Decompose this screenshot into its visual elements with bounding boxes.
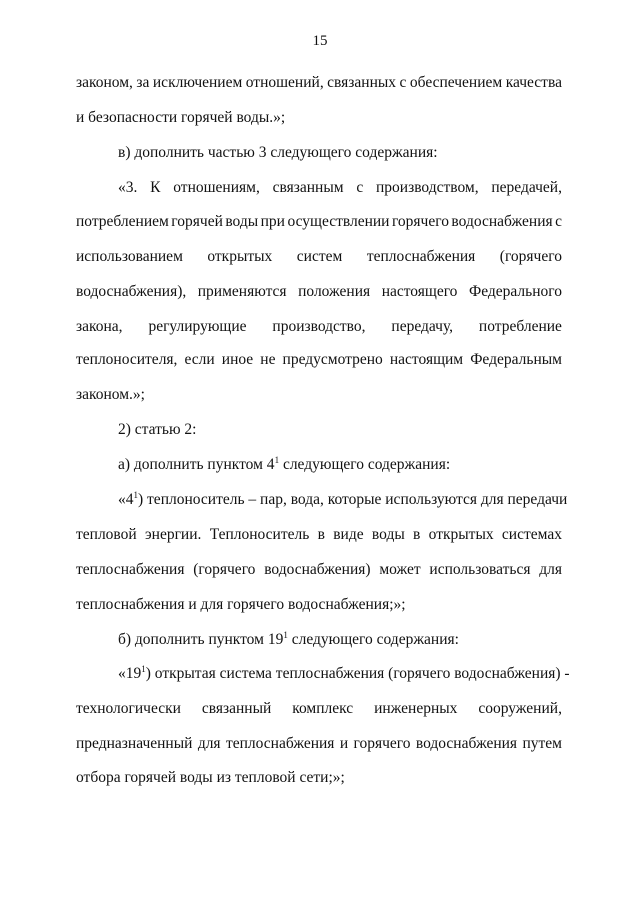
word: Федеральным [470, 351, 562, 368]
line-18-text-tail: ) открытая система теплоснабжения (горячего водоснабжения) - [145, 665, 570, 682]
word: обеспечением [409, 74, 503, 91]
word: водоснабжения [415, 735, 518, 752]
word: в [413, 526, 421, 543]
word: настоящего [381, 283, 458, 300]
page-number: 15 [312, 33, 328, 49]
word: виде [333, 526, 364, 543]
word: К [150, 179, 161, 196]
word: Федерального [468, 283, 562, 300]
word: законом, [76, 74, 133, 91]
word: теплоснабжения [76, 561, 185, 578]
word: предназначенный [76, 735, 193, 752]
word: инженерных [374, 700, 458, 717]
word: системах [501, 526, 562, 543]
word: связанный [201, 700, 272, 717]
text-line-8 [76, 317, 562, 337]
text-line-16: теплоснабжения и для горячего водоснабжения;»; [76, 596, 406, 613]
text-line-13 [118, 490, 568, 510]
word: производство, [272, 318, 366, 335]
text-line-15 [76, 560, 562, 580]
word: и [339, 735, 349, 752]
text-line-18 [118, 664, 570, 684]
line-12-text-tail: следующего содержания: [279, 456, 451, 473]
word: Теплоноситель [209, 526, 310, 543]
word: связанных [327, 74, 397, 91]
word: отношений, [245, 74, 324, 91]
line-18-text: «19 [118, 665, 142, 682]
word: горячего [353, 735, 411, 752]
word: энергии. [145, 526, 202, 543]
word: не [260, 351, 276, 368]
text-line-20 [76, 734, 562, 754]
word: с [555, 213, 562, 230]
text-line-1 [76, 73, 562, 93]
word: для [197, 735, 221, 752]
word: с [356, 179, 364, 196]
word: использоваться [429, 561, 531, 578]
text-line-17 [118, 630, 562, 650]
text-line-3: в) дополнить частью 3 следующего содержания: [118, 144, 438, 161]
text-line-5 [76, 212, 562, 232]
word: может [379, 561, 421, 578]
word: положения [298, 283, 371, 300]
line-13-text-tail: ) теплоноситель – пар, вода, которые используются для передачи [138, 491, 568, 508]
word: водоснабжения [451, 213, 553, 230]
word: (горячего [193, 561, 256, 578]
word: использованием [76, 248, 183, 265]
text-line-11: 2) статью 2: [118, 421, 197, 438]
word: иное [221, 351, 254, 368]
word: воды [225, 213, 259, 230]
word: «3. [118, 179, 138, 196]
word: настоящим [389, 351, 464, 368]
text-line-12 [118, 455, 562, 475]
word: открытых [207, 248, 273, 265]
word: теплоснабжения [225, 735, 335, 752]
word: систем [296, 248, 343, 265]
word: потребление [478, 318, 562, 335]
word: горячего [391, 213, 449, 230]
text-line-10: законом.»; [76, 386, 145, 403]
text-line-6 [76, 247, 562, 267]
word: за [136, 74, 150, 91]
word: водоснабжения) [264, 561, 371, 578]
line-12-text: а) дополнить пунктом 4 [118, 456, 275, 473]
word: теплоносителя, [76, 351, 178, 368]
line-17-text: б) дополнить пунктом 19 [118, 631, 284, 648]
superscript-index: 1 [133, 490, 138, 500]
word: потреблением [76, 213, 169, 230]
text-line-19 [76, 699, 562, 719]
superscript-index: 1 [141, 664, 146, 674]
text-line-21: отбора горячей воды из тепловой сети;»; [76, 769, 345, 786]
word: применяются [197, 283, 287, 300]
word: теплоснабжения [366, 248, 476, 265]
word: исключением [152, 74, 243, 91]
word: связанным [272, 179, 344, 196]
word: отношениям, [173, 179, 260, 196]
line-13-text: «4 [118, 491, 134, 508]
word: качества [505, 74, 562, 91]
word: открытых [428, 526, 494, 543]
word: горячей [171, 213, 223, 230]
word: регулирующие [148, 318, 247, 335]
word: производством, [375, 179, 479, 196]
word: сооружений, [478, 700, 562, 717]
text-line-9 [76, 350, 562, 370]
word: (горячего [499, 248, 562, 265]
text-line-4 [118, 178, 562, 198]
word: передачей, [491, 179, 562, 196]
text-line-14 [76, 525, 562, 545]
word: путем [522, 735, 562, 752]
superscript-index: 1 [283, 630, 288, 640]
word: предусмотрено [282, 351, 383, 368]
word: если [184, 351, 215, 368]
word: комплекс [292, 700, 354, 717]
line-17-text-tail: следующего содержания: [287, 631, 459, 648]
word: водоснабжения), [76, 283, 187, 300]
word: технологически [76, 700, 181, 717]
word: при [260, 213, 285, 230]
word: передачу, [391, 318, 454, 335]
word: тепловой [76, 526, 137, 543]
word: с [399, 74, 407, 91]
word: закона, [76, 318, 123, 335]
word: осуществлении [287, 213, 390, 230]
superscript-index: 1 [274, 455, 280, 465]
word: воды [371, 526, 405, 543]
word: для [539, 561, 562, 578]
text-line-7 [76, 282, 562, 302]
text-line-2: и безопасности горячей воды.»; [76, 109, 286, 126]
word: в [317, 526, 325, 543]
